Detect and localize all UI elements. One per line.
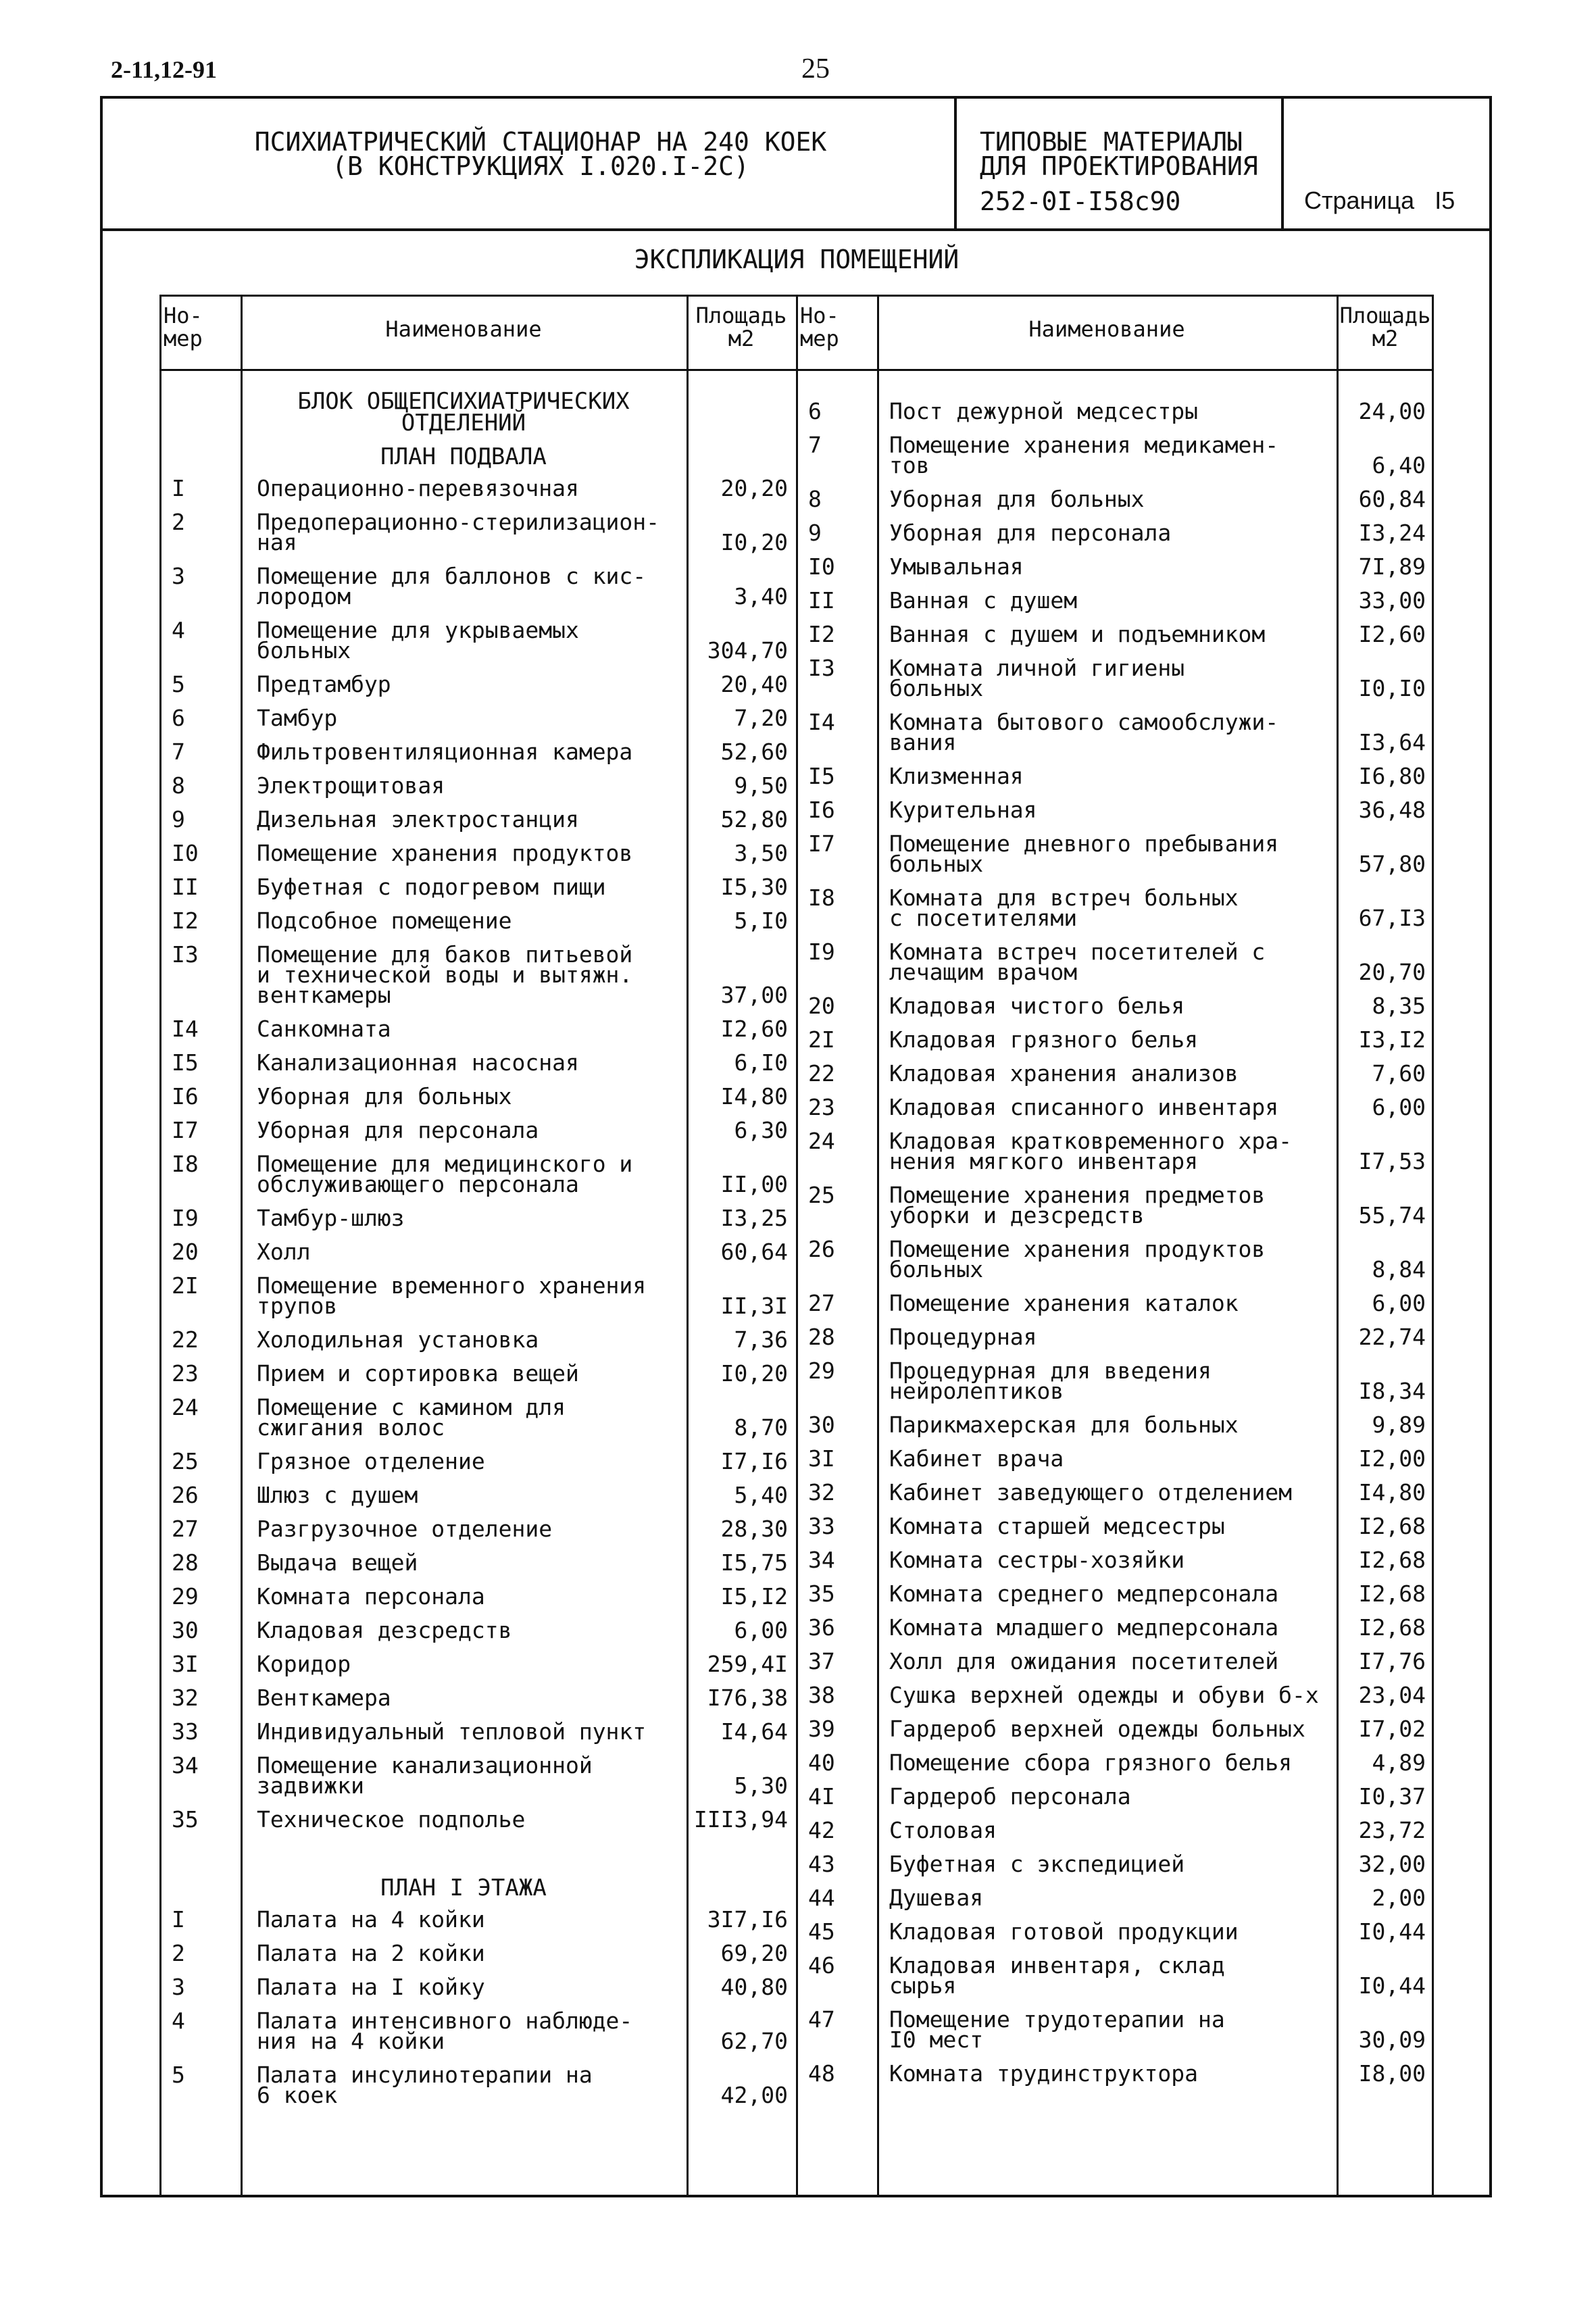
room-name: Кладовая грязного белья [889, 1026, 1198, 1053]
room-name: Уборная для персонала [889, 520, 1172, 546]
room-area: I5,30 [720, 874, 788, 900]
room-name: Помещение хранения продуктов [257, 840, 633, 866]
room-name: Помещение временного хранения трупов [257, 1272, 647, 1319]
header-title-line2: (В КОНСТРУКЦИЯХ I.020.I-2С) [332, 151, 749, 181]
header-series-line1: ТИПОВЫЕ МАТЕРИАЛЫ [980, 127, 1243, 157]
room-number: I9 [172, 1205, 199, 1231]
header-page-label: Страница [1304, 186, 1415, 214]
room-number: I5 [808, 763, 835, 789]
room-number: 29 [172, 1583, 199, 1610]
room-name: Пост дежурной медсестры [889, 398, 1198, 424]
room-number: II [808, 587, 835, 614]
room-name: Прием и сортировка вещей [257, 1360, 579, 1387]
room-number: I4 [172, 1016, 199, 1042]
room-area: I8,00 [1358, 2060, 1426, 2087]
room-area: 6,30 [734, 1117, 788, 1143]
room-name: Помещение для баллонов с кис- лородом [257, 563, 647, 609]
room-number: I8 [172, 1151, 199, 1177]
room-area: I2,68 [1358, 1513, 1426, 1539]
room-area: 304,70 [707, 637, 788, 664]
room-name: Кладовая дезсредств [257, 1617, 512, 1643]
room-name: Ванная с душем и подъемником [889, 621, 1266, 647]
room-name: Помещение хранения предметов уборки и дезсредств [889, 1182, 1266, 1228]
room-number: 20 [808, 993, 835, 1019]
room-name: Дизельная электростанция [257, 806, 579, 832]
room-name: Комната бытового самообслужи- вания [889, 709, 1279, 755]
room-number: 9 [172, 806, 185, 832]
room-name: Клизменная [889, 763, 1024, 789]
room-name: Кабинет заведующего отделением [889, 1479, 1293, 1505]
room-area: 3,40 [734, 583, 788, 609]
room-number: I7 [172, 1117, 199, 1143]
room-area: I3,25 [720, 1205, 788, 1231]
header-page-value: I5 [1435, 186, 1455, 214]
room-number: I9 [808, 939, 835, 965]
room-area: 20,70 [1358, 959, 1426, 985]
room-area: 6,00 [734, 1617, 788, 1643]
room-area: 62,70 [720, 2028, 788, 2054]
room-name: Кладовая инвентаря, склад сырья [889, 1952, 1225, 1999]
room-area: II,3I [720, 1293, 788, 1319]
room-area: 52,80 [720, 806, 788, 832]
room-number: 3 [172, 563, 185, 589]
room-name: Помещение хранения медикамен- тов [889, 432, 1279, 478]
room-area: 6,00 [1372, 1094, 1426, 1120]
room-number: 25 [172, 1448, 199, 1474]
room-number: I [172, 1906, 185, 1933]
room-area: II,00 [720, 1171, 788, 1197]
room-name: Помещение канализационной задвижки [257, 1752, 593, 1799]
room-number: 24 [808, 1128, 835, 1154]
room-number: 4 [172, 617, 185, 643]
room-name: Индивидуальный тепловой пункт [257, 1718, 647, 1745]
room-area: I3,24 [1358, 520, 1426, 546]
room-number: 9 [808, 520, 822, 546]
room-name: Комната персонала [257, 1583, 485, 1610]
room-number: 35 [808, 1580, 835, 1607]
room-name: Умывальная [889, 553, 1024, 580]
room-name: Душевая [889, 1885, 984, 1911]
room-number: 28 [172, 1549, 199, 1576]
room-name: Грязное отделение [257, 1448, 485, 1474]
room-number: 45 [808, 1918, 835, 1945]
room-area: 2,00 [1372, 1885, 1426, 1911]
room-area: I7,I6 [720, 1448, 788, 1474]
room-number: 23 [172, 1360, 199, 1387]
room-area: I2,68 [1358, 1614, 1426, 1641]
room-area: 42,00 [720, 2082, 788, 2108]
room-area: I7,76 [1358, 1648, 1426, 1674]
room-name: Кладовая готовой продукции [889, 1918, 1239, 1945]
room-number: 30 [808, 1412, 835, 1438]
room-number: 35 [172, 1806, 199, 1833]
room-area: 7,20 [734, 705, 788, 731]
room-area: 7,36 [734, 1326, 788, 1353]
room-number: I3 [172, 941, 199, 968]
room-area: 69,20 [720, 1940, 788, 1966]
room-number: I [172, 475, 185, 501]
room-area: 55,74 [1358, 1202, 1426, 1228]
room-name: Тамбур [257, 705, 338, 731]
room-number: I2 [808, 621, 835, 647]
room-area: I5,75 [720, 1549, 788, 1576]
room-area: I4,80 [720, 1083, 788, 1110]
room-number: 2I [808, 1026, 835, 1053]
room-name: Кладовая чистого белья [889, 993, 1185, 1019]
room-name: Уборная для персонала [257, 1117, 539, 1143]
page-number: 25 [801, 53, 830, 84]
room-area: I4,80 [1358, 1479, 1426, 1505]
room-area: 6,00 [1372, 1290, 1426, 1316]
room-number: I4 [808, 709, 835, 735]
room-area: I8,34 [1358, 1378, 1426, 1404]
room-name: Предоперационно-стерилизацион- ная [257, 509, 660, 555]
room-number: 22 [172, 1326, 199, 1353]
room-name: Холодильная установка [257, 1326, 539, 1353]
room-number: 3I [172, 1651, 199, 1677]
room-number: 2 [172, 1940, 185, 1966]
room-number: 34 [172, 1752, 199, 1778]
room-area: I0,44 [1358, 1918, 1426, 1945]
room-area: I76,38 [707, 1685, 788, 1711]
room-area: I3,64 [1358, 729, 1426, 755]
room-name: Помещение для баков питьевой и технической воды и вытяжн. венткамеры [257, 941, 633, 1008]
room-name: Фильтровентиляционная камера [257, 739, 633, 765]
room-number: 33 [808, 1513, 835, 1539]
room-number: I3 [808, 655, 835, 681]
room-number: 5 [172, 2062, 185, 2088]
header-title [203, 127, 878, 181]
room-number: 37 [808, 1648, 835, 1674]
room-name: Канализационная насосная [257, 1049, 579, 1076]
room-number: 4I [808, 1783, 835, 1810]
header-number-left: Но- мер [164, 303, 203, 351]
header-page [1304, 186, 1455, 215]
room-name: Помещение для медицинского и обслуживающего персонала [257, 1151, 633, 1197]
room-number: I6 [808, 797, 835, 823]
room-name: Разгрузочное отделение [257, 1516, 553, 1542]
room-name: Выдача вещей [257, 1549, 418, 1576]
room-number: 43 [808, 1851, 835, 1877]
room-number: 6 [808, 398, 822, 424]
room-area: 259,4I [707, 1651, 788, 1677]
room-area: I7,53 [1358, 1148, 1426, 1174]
room-number: 32 [172, 1685, 199, 1711]
room-area: 32,00 [1358, 1851, 1426, 1877]
room-area: I5,I2 [720, 1583, 788, 1610]
room-number: I7 [808, 830, 835, 857]
room-name: Помещение хранения каталок [889, 1290, 1239, 1316]
room-name: Коридор [257, 1651, 351, 1677]
room-name: Комната встреч посетителей с лечащим врачом [889, 939, 1266, 985]
col-divider-3 [796, 295, 798, 2197]
room-area: 22,74 [1358, 1324, 1426, 1350]
room-name: Холл [257, 1239, 311, 1265]
room-number: 8 [808, 486, 822, 512]
room-name: Помещение трудотерапии на I0 мест [889, 2006, 1225, 2053]
room-number: 33 [172, 1718, 199, 1745]
room-area: 6,40 [1372, 452, 1426, 478]
room-area: 8,70 [734, 1414, 788, 1441]
room-area: I2,60 [720, 1016, 788, 1042]
room-area: 67,I3 [1358, 905, 1426, 931]
room-name: Помещение с камином для сжигания волос [257, 1394, 566, 1441]
room-number: II [172, 874, 199, 900]
room-number: 6 [172, 705, 185, 731]
room-area: I0,20 [720, 1360, 788, 1387]
room-area: 33,00 [1358, 587, 1426, 614]
room-area: 5,40 [734, 1482, 788, 1508]
room-area: I2,68 [1358, 1580, 1426, 1607]
room-number: 39 [808, 1716, 835, 1742]
room-number: 5 [172, 671, 185, 697]
room-name: Шлюз с душем [257, 1482, 418, 1508]
room-number: I0 [808, 553, 835, 580]
room-name: Ванная с душем [889, 587, 1078, 614]
room-area: I0,20 [720, 529, 788, 555]
room-area: 52,60 [720, 739, 788, 765]
room-name: Парикмахерская для больных [889, 1412, 1239, 1438]
room-number: 4 [172, 2008, 185, 2034]
header-area-left: Площадь м2 [695, 303, 787, 351]
room-area: 3,50 [734, 840, 788, 866]
room-area: I0,44 [1358, 1972, 1426, 1999]
room-name: Кабинет врача [889, 1445, 1064, 1472]
room-name: Кладовая списанного инвентаря [889, 1094, 1279, 1120]
room-number: 8 [172, 772, 185, 799]
room-name: Венткамера [257, 1685, 391, 1711]
room-name: Предтамбур [257, 671, 391, 697]
room-name: Буфетная с экспедицией [889, 1851, 1185, 1877]
room-number: 25 [808, 1182, 835, 1208]
room-area: I4,64 [720, 1718, 788, 1745]
header-name-right: Наименование [1028, 316, 1185, 342]
room-number: I2 [172, 907, 199, 934]
room-number: I8 [808, 885, 835, 911]
room-area: 9,89 [1372, 1412, 1426, 1438]
room-area: 24,00 [1358, 398, 1426, 424]
document-code: 2-11,12-91 [111, 56, 217, 83]
room-number: 2 [172, 509, 185, 535]
room-area: 60,84 [1358, 486, 1426, 512]
room-area: 8,35 [1372, 993, 1426, 1019]
room-area: 7I,89 [1358, 553, 1426, 580]
room-number: 7 [808, 432, 822, 458]
basement-title: ПЛАН ПОДВАЛА [380, 443, 547, 470]
room-name: Тамбур-шлюз [257, 1205, 405, 1231]
room-number: 22 [808, 1060, 835, 1087]
header-series [980, 127, 1258, 181]
room-number: 42 [808, 1817, 835, 1843]
room-number: 30 [172, 1617, 199, 1643]
header-name-left: Наименование [385, 316, 542, 342]
room-name: Палата интенсивного наблюде- ния на 4 койки [257, 2008, 633, 2054]
room-area: I2,00 [1358, 1445, 1426, 1472]
room-number: 26 [808, 1236, 835, 1262]
room-name: Комната среднего медперсонала [889, 1580, 1279, 1607]
room-area: I7,02 [1358, 1716, 1426, 1742]
room-name: Операционно-перевязочная [257, 475, 579, 501]
room-number: 28 [808, 1324, 835, 1350]
room-name: Комната трудинструктора [889, 2060, 1198, 2087]
room-area: 5,30 [734, 1772, 788, 1799]
col-divider-4 [877, 295, 879, 2197]
room-area: 8,84 [1372, 1256, 1426, 1283]
room-name: Помещение для укрываемых больных [257, 617, 579, 664]
room-number: 27 [808, 1290, 835, 1316]
room-area: 7,60 [1372, 1060, 1426, 1087]
project-code: 252-0I-I58с90 [980, 186, 1181, 216]
room-name: Холл для ожидания посетителей [889, 1648, 1279, 1674]
room-number: 48 [808, 2060, 835, 2087]
room-name: Палата на 4 койки [257, 1906, 485, 1933]
header-title-line1: ПСИХИАТРИЧЕСКИЙ СТАЦИОНАР НА 240 КОЕК [254, 127, 827, 157]
room-name: Палата инсулинотерапии на 6 коек [257, 2062, 593, 2108]
col-divider-5 [1337, 295, 1339, 2197]
room-area: I6,80 [1358, 763, 1426, 789]
room-name: Электрощитовая [257, 772, 445, 799]
room-name: Подсобное помещение [257, 907, 512, 934]
room-number: 26 [172, 1482, 199, 1508]
room-number: 29 [808, 1358, 835, 1384]
header-number-right: Но- мер [800, 303, 839, 351]
room-area: I3,I2 [1358, 1026, 1426, 1053]
room-area: 20,40 [720, 671, 788, 697]
room-area: 37,00 [720, 982, 788, 1008]
room-name: Палата на 2 койки [257, 1940, 485, 1966]
room-area: 30,09 [1358, 2026, 1426, 2053]
room-number: I5 [172, 1049, 199, 1076]
room-number: 38 [808, 1682, 835, 1708]
room-area: 40,80 [720, 1974, 788, 2000]
room-number: 3I [808, 1445, 835, 1472]
room-number: 32 [808, 1479, 835, 1505]
room-area: I2,68 [1358, 1547, 1426, 1573]
block-title: БЛОК ОБЩЕПСИХИАТРИЧЕСКИХ ОТДЕЛЕНИЙ [297, 388, 630, 437]
col-divider-1 [241, 295, 243, 2197]
room-number: 47 [808, 2006, 835, 2033]
room-name: Сушка верхней одежды и обуви б-х [889, 1682, 1319, 1708]
room-number: 27 [172, 1516, 199, 1542]
room-area: 57,80 [1358, 851, 1426, 877]
room-name: Столовая [889, 1817, 997, 1843]
room-name: Гардероб верхней одежды больных [889, 1716, 1305, 1742]
room-area: 36,48 [1358, 797, 1426, 823]
room-name: Курительная [889, 797, 1037, 823]
room-name: Уборная для больных [889, 486, 1145, 512]
room-number: 34 [808, 1547, 835, 1573]
header-area-right: Площадь м2 [1339, 303, 1431, 351]
room-number: 36 [808, 1614, 835, 1641]
room-name: Комната личной гигиены больных [889, 655, 1185, 701]
room-area: 4,89 [1372, 1749, 1426, 1776]
room-area: I0,I0 [1358, 675, 1426, 701]
room-number: I6 [172, 1083, 199, 1110]
room-name: Уборная для больных [257, 1083, 512, 1110]
room-name: Помещение хранения продуктов больных [889, 1236, 1266, 1283]
room-name: Комната младшего медперсонала [889, 1614, 1279, 1641]
room-name: Процедурная [889, 1324, 1037, 1350]
room-name: Кладовая хранения анализов [889, 1060, 1239, 1087]
room-name: Помещение дневного пребывания больных [889, 830, 1279, 877]
room-number: 44 [808, 1885, 835, 1911]
room-name: Буфетная с подогревом пищи [257, 874, 606, 900]
room-area: 28,30 [720, 1516, 788, 1542]
room-area: 23,72 [1358, 1817, 1426, 1843]
room-area: I2,60 [1358, 621, 1426, 647]
room-area: 20,20 [720, 475, 788, 501]
room-area: 5,I0 [734, 907, 788, 934]
table-title: ЭКСПЛИКАЦИЯ ПОМЕЩЕНИЙ [634, 245, 959, 274]
room-area: I0,37 [1358, 1783, 1426, 1810]
room-number: 46 [808, 1952, 835, 1978]
room-number: 24 [172, 1394, 199, 1420]
room-number: 20 [172, 1239, 199, 1265]
room-number: 40 [808, 1749, 835, 1776]
room-area: 60,64 [720, 1239, 788, 1265]
room-area: 3I7,I6 [707, 1906, 788, 1933]
room-name: Комната старшей медсестры [889, 1513, 1225, 1539]
table-header-divider [159, 369, 1434, 371]
header-divider-vertical-2 [1281, 96, 1284, 230]
room-name: Гардероб персонала [889, 1783, 1131, 1810]
room-name: Помещение сбора грязного белья [889, 1749, 1293, 1776]
room-area: 9,50 [734, 772, 788, 799]
room-number: 7 [172, 739, 185, 765]
room-name: Санкомната [257, 1016, 391, 1042]
room-number: 3 [172, 1974, 185, 2000]
room-number: 23 [808, 1094, 835, 1120]
floor1-title: ПЛАН I ЭТАЖА [380, 1874, 547, 1901]
room-name: Палата на I койку [257, 1974, 485, 2000]
room-name: Кладовая кратковременного хра- нения мягкого инвентаря [889, 1128, 1293, 1174]
room-name: Техническое подполье [257, 1806, 526, 1833]
header-series-line2: ДЛЯ ПРОЕКТИРОВАНИЯ [980, 151, 1258, 181]
room-name: Комната сестры-хозяйки [889, 1547, 1185, 1573]
room-area: III3,94 [693, 1806, 788, 1833]
room-area: 6,I0 [734, 1049, 788, 1076]
room-name: Процедурная для введения нейролептиков [889, 1358, 1212, 1404]
header-divider-vertical-1 [954, 96, 957, 230]
room-number: 2I [172, 1272, 199, 1299]
room-area: 23,04 [1358, 1682, 1426, 1708]
room-name: Комната для встреч больных с посетителями [889, 885, 1239, 931]
room-number: I0 [172, 840, 199, 866]
